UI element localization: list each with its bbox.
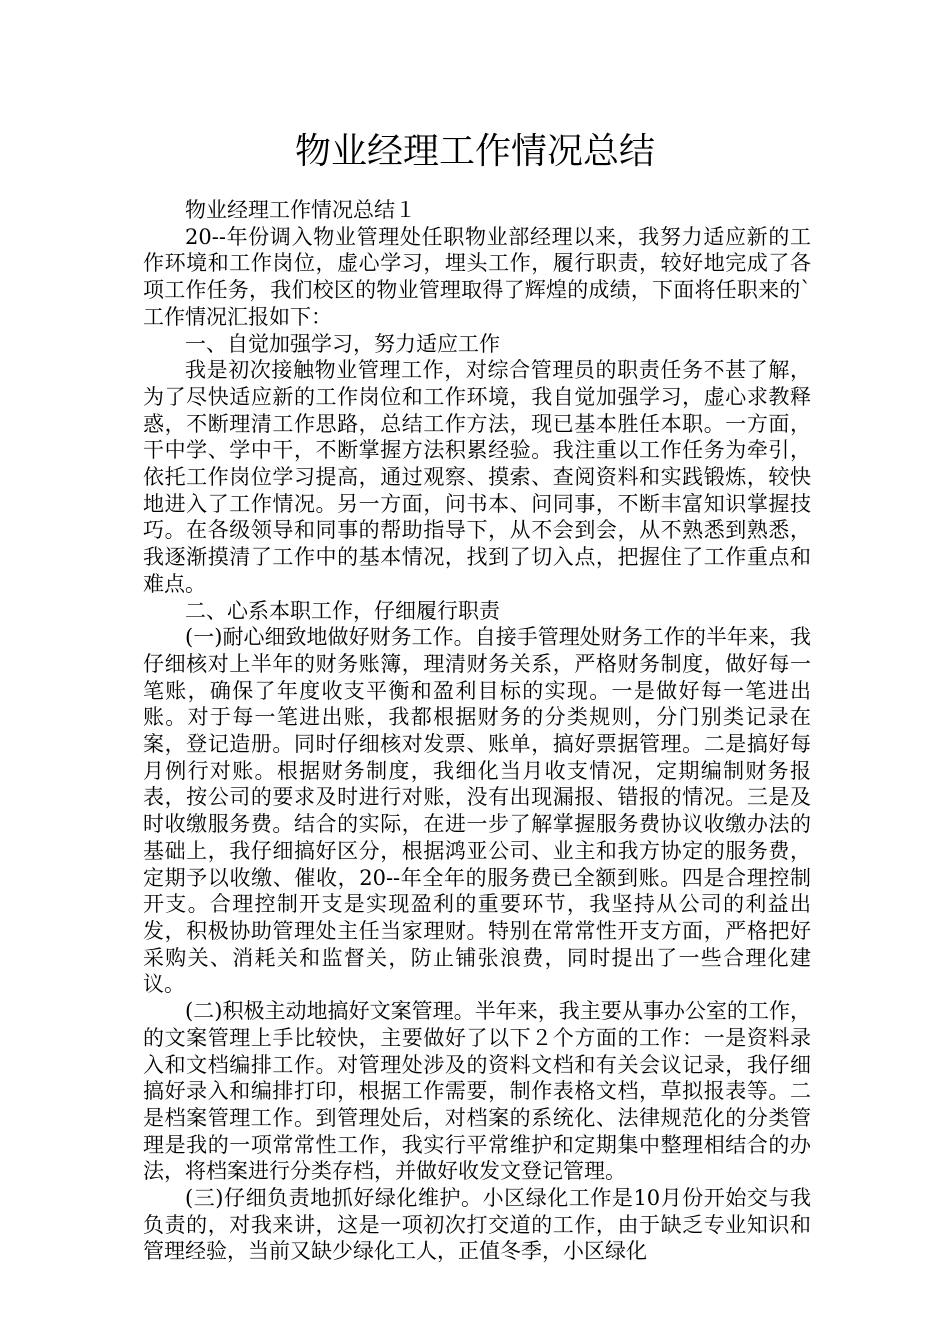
paragraph-greening: (三)仔细负责地抓好绿化维护。小区绿化工作是10月份开始交与我负责的，对我来讲，这是一项初次打交道的工作，由于缺乏专业知识和管理经验，当前又缺少绿化工人，正值冬季，小区绿化 (143, 1186, 811, 1264)
paragraph-intro: 20--年份调入物业管理处任职物业部经理以来，我努力适应新的工作环境和工作岗位，虚心学习，埋头工作，履行职责，较好地完成了各项工作任务，我们校区的物业管理取得了辉煌的成绩，下面将任职来的`工作情况汇报如下： (143, 224, 811, 329)
paragraph-documents: (二)积极主动地搞好文案管理。半年来，我主要从事办公室的工作，的文案管理上手比较快，主要做好了以下２个方面的工作：一是资料录入和文档编排工作。对管理处涉及的资料文档和有关会议记录，我仔细搞好录入和编排打印，根据工作需要，制作表格文档，草拟报表等。二是档案管理工作。到管理处后，对档案的系统化、法律规范化的分类管理是我的一项常常性工作，我实行平常维护和定期集中整理相结合的办法，将档案进行分类存档，并做好收发文登记管理。 (143, 999, 811, 1184)
section-heading-2: 二、心系本职工作，仔细履行职责 (185, 598, 500, 623)
document-body (143, 197, 811, 1265)
paragraph-subtitle: 物业经理工作情况总结１ (185, 198, 416, 222)
section-heading-1: 一、自觉加强学习，努力适应工作 (185, 331, 500, 356)
paragraph-finance: (一)耐心细致地做好财务工作。自接手管理处财务工作的半年来，我仔细核对上半年的财务账簿，理清财务关系，严格财务制度，做好每一笔账，确保了年度收支平衡和盈利目标的实现。一是做好每一笔进出账。对于每一笔进出账，我都根据财务的分类规则，分门别类记录在案，登记造册。同时仔细核对发票、账单，搞好票据管理。二是搞好每月例行对账。根据财务制度，我细化当月收支情况，定期编制财务报表，按公司的要求及时进行对账，没有出现漏报、错报的情况。三是及时收缴服务费。结合的实际，在进一步了解掌握服务费协议收缴办法的基础上，我仔细搞好区分，根据鸿亚公司、业主和我方协定的服务费，定期予以收缴、催收，20--年全年的服务费已全额到账。四是合理控制开支。合理控制开支是实现盈利的重要环节，我坚持从公司的利益出发，积极协助管理处主任当家理财。特别在常常性开支方面，严格把好采购关、消耗关和监督关，防止铺张浪费，同时提出了一些合理化建议。 (143, 625, 811, 997)
document-title: 物业经理工作情况总结 (294, 131, 655, 172)
paragraph-section-1: 我是初次接触物业管理工作，对综合管理员的职责任务不甚了解，为了尽快适应新的工作岗位和工作环境，我自觉加强学习，虚心求教释惑，不断理清工作思路，总结工作方法，现已基本胜任本职。一方面，干中学、学中干，不断掌握方法积累经验。我注重以工作任务为牵引，依托工作岗位学习提高，通过观察、摸索、查阅资料和实践锻炼，较快地进入了工作情况。另一方面，问书本、问同事，不断丰富知识掌握技巧。在各级领导和同事的帮助指导下，从不会到会，从不熟悉到熟悉，我逐渐摸清了工作中的基本情况，找到了切入点，把握住了工作重点和难点。 (143, 358, 811, 596)
